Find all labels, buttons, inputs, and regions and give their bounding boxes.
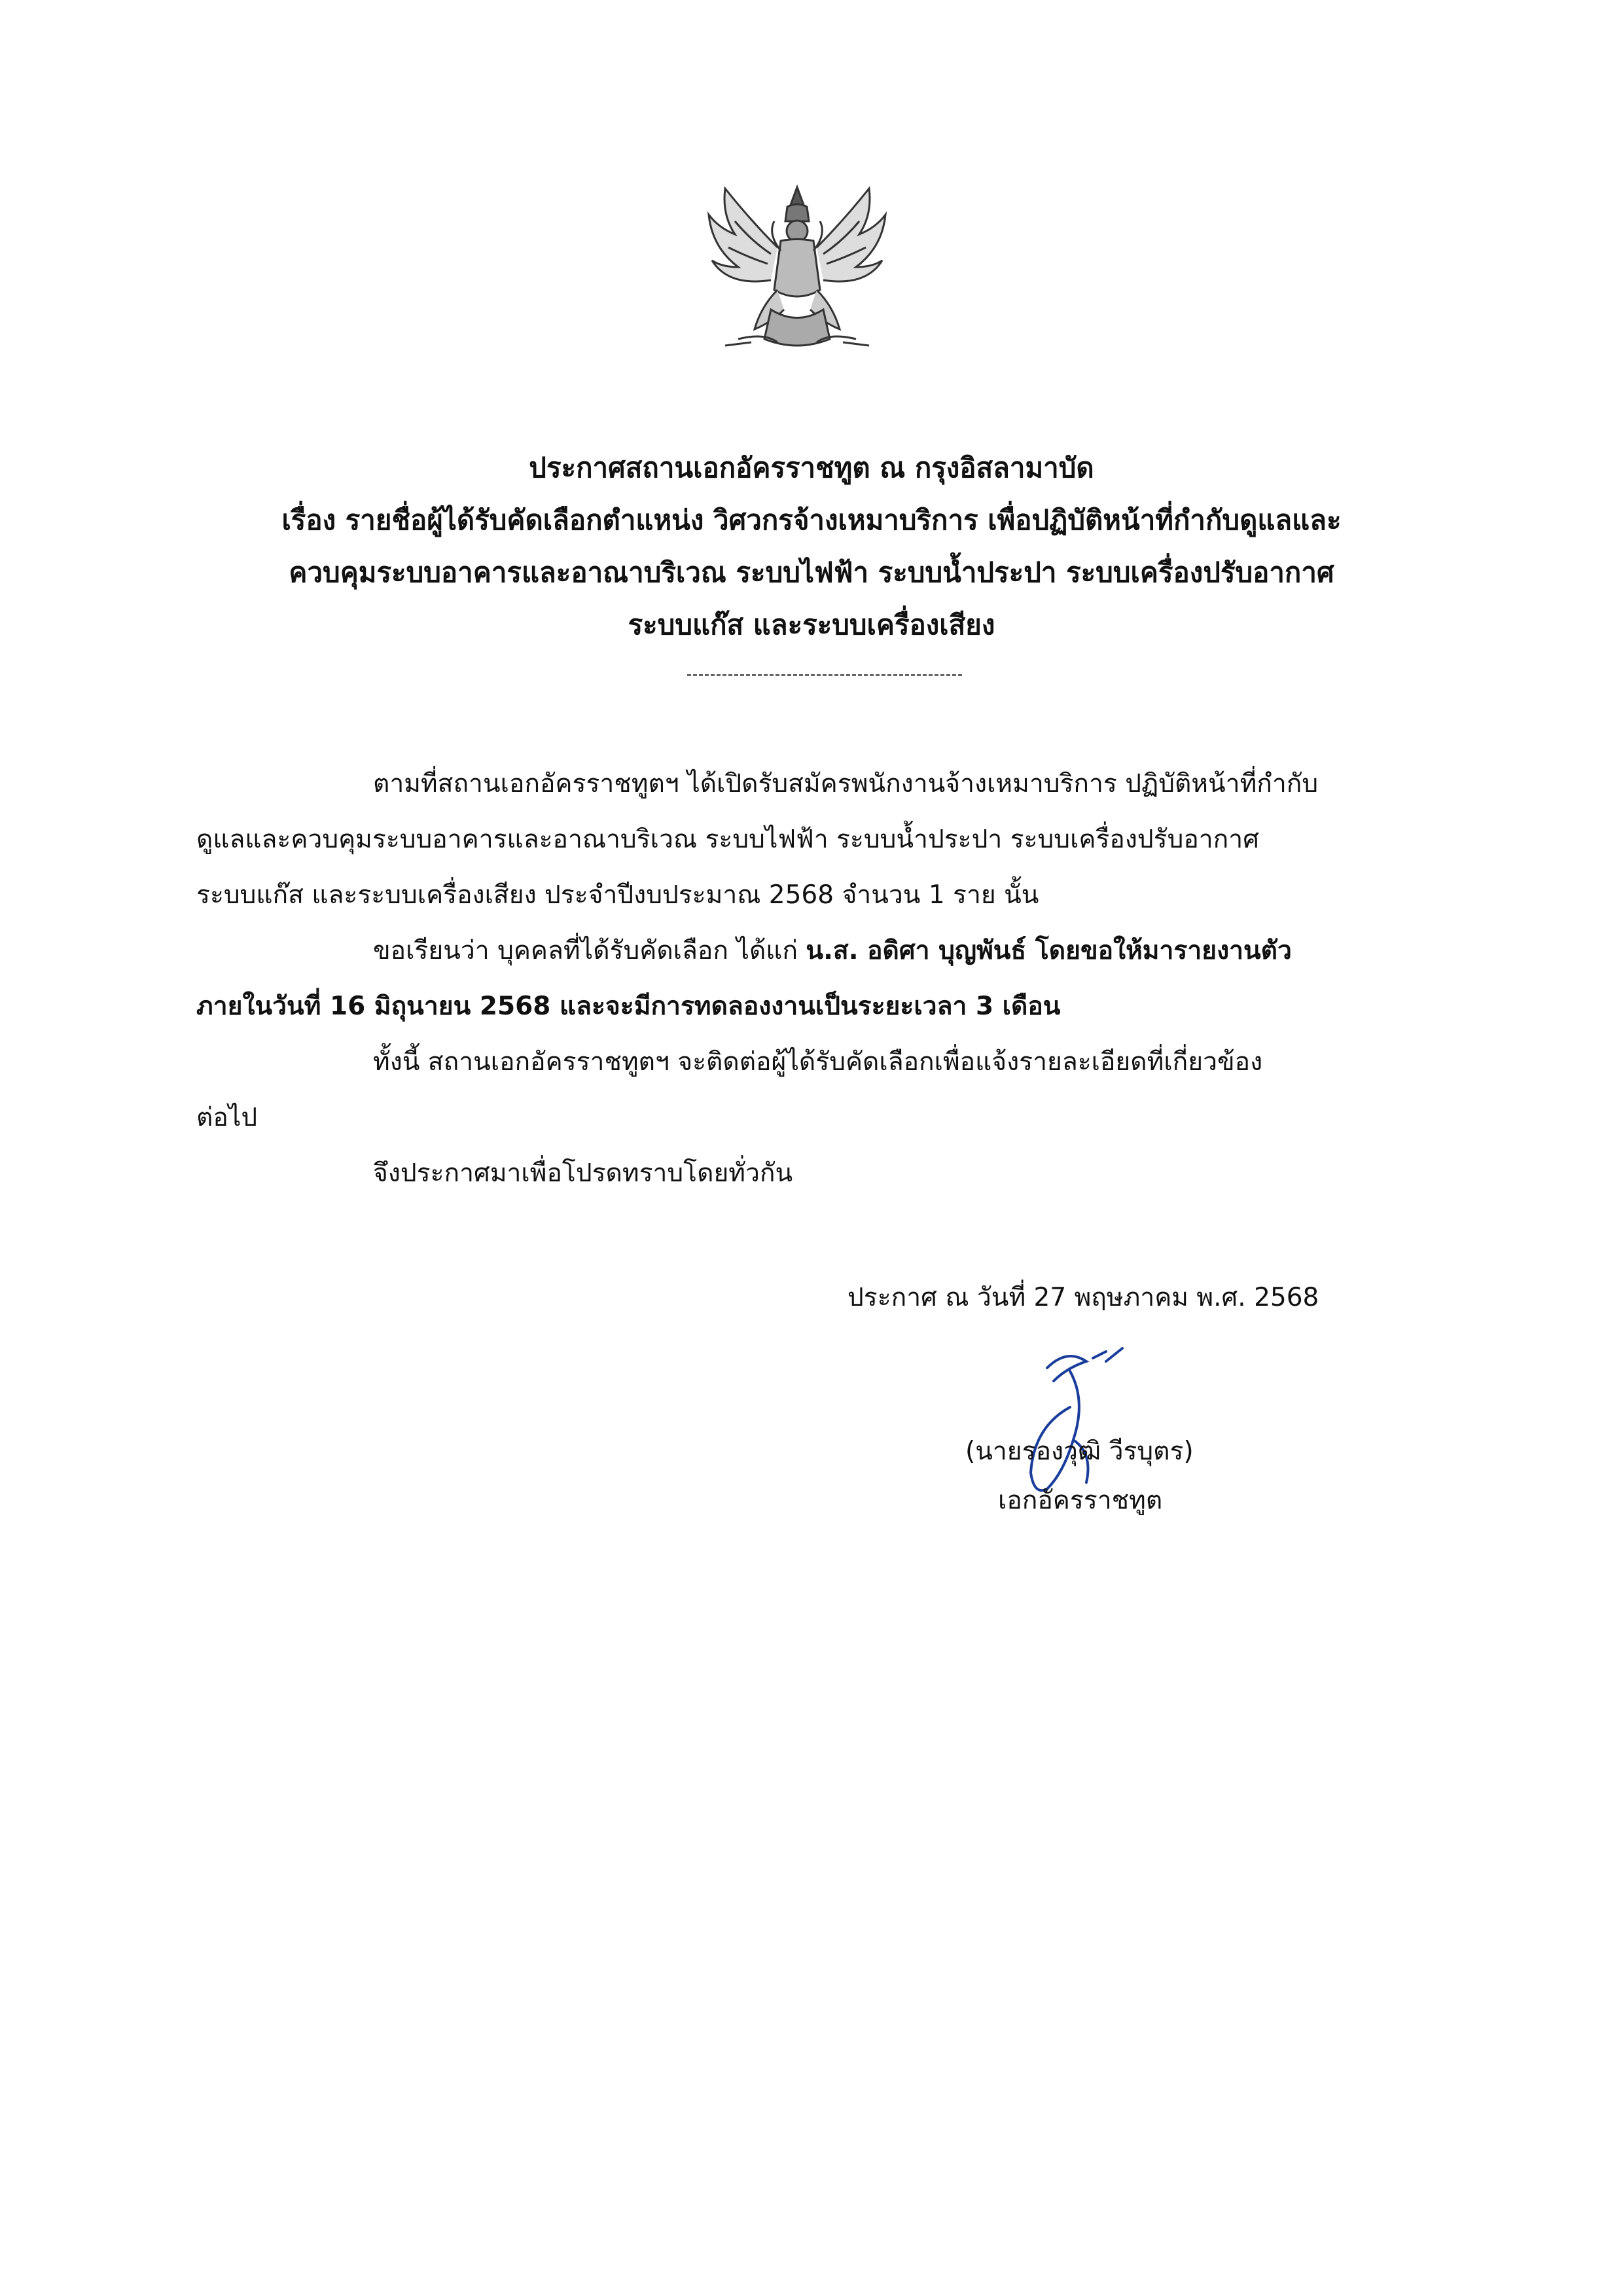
paragraph-2-line-1 — [373, 933, 1292, 969]
paragraph-1-line-1: ตามที่สถานเอกอัครราชทูตฯ ได้เปิดรับสมัครพนักงานจ้างเหมาบริการ ปฏิบัติหน้าที่กำกับ — [373, 769, 1319, 798]
signer-title: เอกอัครราชทูต — [998, 1486, 1163, 1515]
garuda-emblem-icon — [699, 175, 895, 365]
paragraph-2-line-2: ภายในวันที่ 16 มิถุนายน 2568 และจะมีการทดลองงานเป็นระยะเวลา 3 เดือน — [196, 992, 1061, 1021]
heading-divider — [687, 674, 962, 676]
paragraph-3-line-2: ต่อไป — [196, 1103, 258, 1132]
paragraph-1-line-3: ระบบแก๊ส และระบบเครื่องเสียง ประจำปีงบประมาณ 2568 จำนวน 1 ราย นั้น — [196, 880, 1039, 910]
paragraph-3-line-1: ทั้งนี้ สถานเอกอัครราชทูตฯ จะติดต่อผู้ได้รับคัดเลือกเพื่อแจ้งรายละเอียดที่เกี่ยวข้อง — [373, 1047, 1263, 1077]
announcement-title: ประกาศสถานเอกอัครราชทูต ณ กรุงอิสลามาบัด — [529, 452, 1094, 484]
paragraph-1-line-2: ดูแลและควบคุมระบบอาคารและอาณาบริเวณ ระบบไฟฟ้า ระบบน้ำประปา ระบบเครื่องปรับอากาศ — [196, 825, 1259, 854]
selected-candidate: น.ส. อดิศา บุญพันธ์ โดยขอให้มารายงานตัว — [806, 936, 1292, 965]
announcement-date: ประกาศ ณ วันที่ 27 พฤษภาคม พ.ศ. 2568 — [847, 1283, 1319, 1312]
subject-line-1: เรื่อง รายชื่อผู้ได้รับคัดเลือกตำแหน่ง วิศวกรจ้างเหมาบริการ เพื่อปฏิบัติหน้าที่กำกับดูแลและ — [281, 504, 1342, 536]
signature-icon — [1008, 1342, 1139, 1499]
paragraph-4-line-1: จึงประกาศมาเพื่อโปรดทราบโดยทั่วกัน — [373, 1158, 793, 1188]
subject-line-3: ระบบแก๊ส และระบบเครื่องเสียง — [628, 609, 995, 641]
paragraph-2-intro: ขอเรียนว่า บุคคลที่ได้รับคัดเลือก ได้แก่ — [373, 936, 806, 965]
signer-name: (นายรองวุฒิ วีรบุตร) — [965, 1437, 1194, 1466]
subject-line-2: ควบคุมระบบอาคารและอาณาบริเวณ ระบบไฟฟ้า ระบบน้ำประปา ระบบเครื่องปรับอากาศ — [289, 556, 1334, 588]
